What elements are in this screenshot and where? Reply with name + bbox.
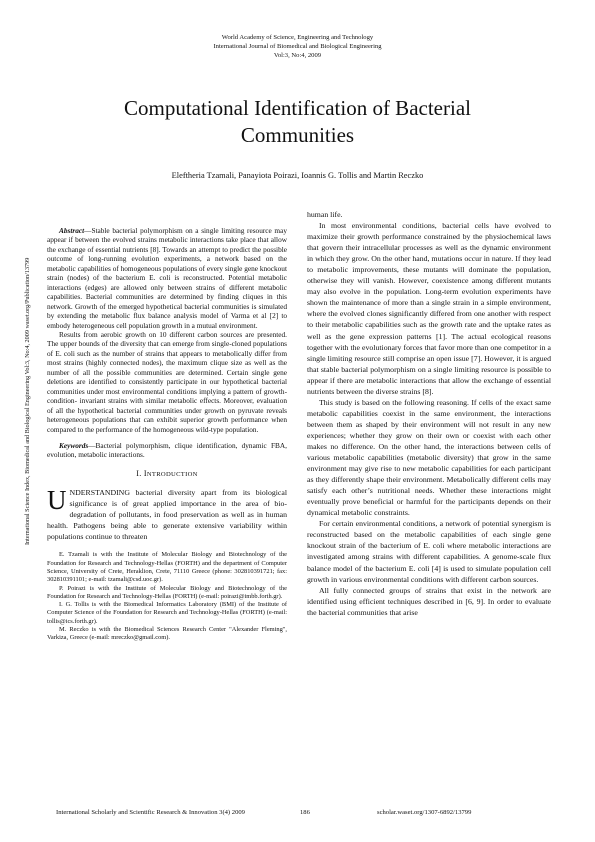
author-list: Eleftheria Tzamali, Panayiota Poirazi, Ioannis G. Tollis and Martin Reczko [171,171,424,180]
footnote-4: M. Reczko is with the Biomedical Sciences Research Center "Alexander Fleming", Varkiza, Greece (e-mail: mreczko@gmail.com). [47,625,287,642]
page-number: 186 [300,809,310,816]
intro-lead: NDERSTANDING [69,488,130,498]
abstract [47,226,287,434]
section-heading: I. INTRODUCTION [136,468,198,478]
body-paragraph-2: In most environmental conditions, bacterial cells have evolved to maximize their growth performance constrained by the physiochemical laws that govern their intracellular processes as well as the dynamic environment in which they grow. On the other hand, mutations occur in nature. If they lead to metabolic improvements, these mutants will dominate the population, otherwise they will vanish. However, coexistence among different mutants may also evolve in the population. Long-term evolution experiments have shown the maintenance of more than a single strain in a simple environment, where the evolved clones significantly differed from one another with respect to their metabolic capabilities such as the growth rate and the uptake rates as well as the gene expression patterns [1]. The actual ecological reasons together with the evolutionary forces that favor more than one competitor in a single limiting resource still comprise an open issue [7]. However, it is argued that stable bacterial polymorphism on a single limiting resource is possible to appear if there are metabolic interactions that allow the exchange of essential nutrients between the diverse strains [8]. [307,221,551,396]
body-paragraph-4: For certain environmental conditions, a network of potential synergism is reconstructed based on the metabolic capabilities of each single gene knockout strain of the bacterium of E. coli where metabolic interactions are investigated among strains with different capabilities. A genome-scale flux balance model of the bacterium E. coli [4] is used to simulate population cell growth in various environmental conditions with different carbon sources. [307,519,551,584]
side-index-link[interactable]: International Science Index, Biomedical and Biological Engineering Vol:3, No:4, 2009 waset.org/Publication/13799 [24,257,31,545]
title-line-1: Computational Identification of Bacterial [124,96,471,120]
intro-paragraph: UNDERSTANDING bacterial diversity apart from its biological significance is of great applied importance in the area of bio-degradation of pollutants, in food preservation as well as in human health. Pathogens being able to generate extensive variability within populations continue to threaten [47,485,287,542]
footnote-2: P. Poirazi is with the Institute of Molecular Biology and Biotechnology of the Foundation for Research and Technology-Hellas (FORTH) (e-mail: poirazi@imbb.forth.gr). [47,584,287,600]
abstract-paragraph-2: Results from aerobic growth on 10 different carbon sources are presented. The upper bounds of the diversity that can emerge from single-cloned populations of E. coli such as the number of strains that appears to metabolically differ from most strains (highly connected nodes), the maximum clique size as well as the number of all the possible communities are determined. Certain single gene deletions are identified to consistently participate in our hypothetical bacterial communities under most environmental conditions implying a pattern of growth-condition- invariant strains with similar metabolic effects. Moreover, evaluation of all the hypothetical bacterial communities under growth on pyruvate reveals heterogeneous populations that can exhibit superior growth performance when compared to the performance of the homogeneous wild-type population. [47,329,287,434]
footnote-1: E. Tzamali is with the Institute of Molecular Biology and Biotechnology of the Foundation for Research and Technology-Hellas (FORTH) and the department of Computer Science, University of Crete, Heraklion, Crete, 71110 Greece (phone: 302810391721; fax: 302810391101; e-mail: tzamali@csd.uoc.gr). [47,551,287,584]
drop-cap: U [47,485,67,516]
abstract-label: Abstract [59,226,85,235]
left-column [47,226,287,643]
body-paragraph-1: human life. [307,210,343,219]
paper-title [60,95,535,149]
journal-subtitle: International Journal of Biomedical and Biological Engineering [213,43,382,50]
abstract-paragraph-1: Abstract—Stable bacterial polymorphism on a single limiting resource may appear if between the evolved strains metabolic interactions take place that allow the exchange of essential nutrients [8]. Towards an attempt to predict the possible outcome of long-running evolution experiments, a network based on the metabolic capabilities of homogeneous populations of every single gene knockout strain (nodes) of the bacterium E. coli is reconstructed. Potential metabolic interactions (edges) are allowed only between strains of different metabolic capabilities. Bacterial communities are determined by finding cliques in this network. Growth of the emerged hypothetical bacterial communities is simulated by extending the metabolic flux balance analysis model of Varma et al [2] to embody heterogeneous cell population growth in a mutual environment. [47,226,287,330]
footer-url[interactable]: scholar.waset.org/1307-6892/13799 [377,809,472,816]
footnotes [47,551,287,642]
body-paragraph-3: This study is based on the following reasoning. If cells of the exact same metabolic capabilities coexist in the same environment, the interactions between them as shaped by their environment will not result in any new experiences; whether they grow on their own or coexist with each other makes no difference. On the other hand, the interactions between cells of various metabolic capabilities (metabolic diversity) that grow in the same environment may give rise to new metabolic capabilities for each participant as they differently shape their environment. Metabolically different cells may satisfy each other’s nutritional needs. Whether these interactions might eventually prove beneficial or harmful for the participants depends on their dynamical metabolic constraints. [307,397,551,518]
journal-volume: Vol:3, No:4, 2009 [273,52,322,59]
footnote-3: I. G. Tollis is with the Biomedical Informatics Laboratory (BMI) of the Institute of Computer Science of the Foundation for Research and Technology-Hellas (FORTH) (e-mail: tollis@ics.forth.gr). [47,601,287,625]
title-line-2: Communities [240,123,355,147]
journal-name: World Academy of Science, Engineering and Technology [221,34,374,41]
keywords: Keywords—Bacterial polymorphism, clique identification, dynamic FBA, evolution, metabolic interactions. [47,440,287,460]
keywords-label: Keywords [59,440,89,450]
body-paragraph-5: All fully connected groups of strains that exist in the network are identified using efficient techniques described in [6, 9]. In order to evaluate the bacterial communities that arise [307,585,551,617]
footer-publisher: International Scholarly and Scientific Research & Innovation 3(4) 2009 [56,809,245,816]
right-column [307,209,551,618]
